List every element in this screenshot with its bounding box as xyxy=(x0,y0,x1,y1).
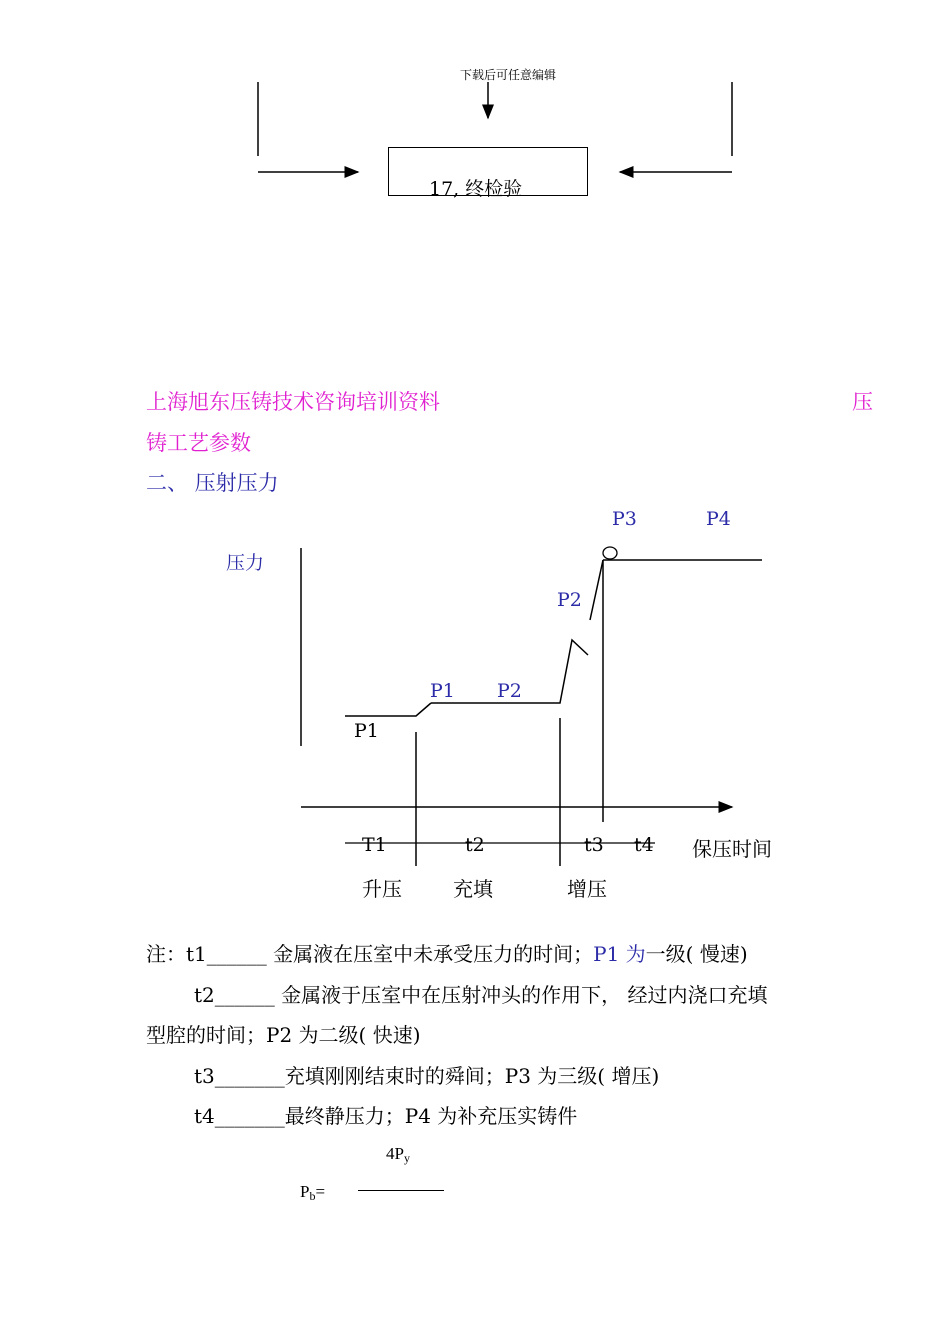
note-t1-label: t1______ xyxy=(186,942,267,966)
label-p1-low: P1 xyxy=(354,720,379,742)
pressure-rise-p2 xyxy=(590,560,603,620)
note-t4-label: t4_______ xyxy=(194,1104,285,1128)
label-p3: P3 xyxy=(612,508,637,530)
note-t4-text: 最终静压力；P4 为补充压实铸件 xyxy=(284,1104,578,1128)
phase-boost: 增压 xyxy=(567,877,607,901)
formula-lhs xyxy=(300,1182,325,1204)
company-name: 上海旭东压铸技术咨询培训资料 xyxy=(146,390,440,414)
formula-lhs-main: P xyxy=(300,1182,310,1201)
formula-numerator xyxy=(386,1144,410,1166)
time-label-t3: t3 xyxy=(584,834,604,856)
phase-rise: 升压 xyxy=(362,877,402,901)
note-t2-label: t2______ xyxy=(194,983,275,1007)
label-p2-upper: P2 xyxy=(557,589,582,611)
time-label-t4: t4 xyxy=(634,834,654,856)
peak-circle xyxy=(603,547,617,559)
note-t2-text: 金属液于压室中在压射冲头的作用下， 经过内浇口充填 xyxy=(274,983,768,1007)
time-label-T1: T1 xyxy=(362,834,387,856)
y-axis-label: 压力 xyxy=(226,552,265,574)
final-inspection-box xyxy=(388,147,588,200)
title-part2: 铸工艺参数 xyxy=(146,431,251,455)
note-prefix: 注： xyxy=(146,942,186,966)
label-p4: P4 xyxy=(706,508,731,530)
note-t3-label: t3_______ xyxy=(194,1064,285,1088)
section-heading: 二、 压射压力 xyxy=(146,471,279,495)
phase-fill: 充填 xyxy=(453,877,493,901)
note-t1-text: 金属液在压室中未承受压力的时间； xyxy=(266,942,594,966)
note-t2-continued: 型腔的时间；P2 为二级( 快速) xyxy=(146,1023,421,1047)
label-p1-high: P1 xyxy=(430,680,455,702)
formula-numerator-sub: y xyxy=(403,1151,410,1165)
pressure-curve-p1 xyxy=(345,703,431,716)
time-axis-label: 保压时间 xyxy=(692,837,772,861)
final-inspection-label: 17, 终检验 xyxy=(429,178,523,200)
note-t3-text: 充填刚刚结束时的舜间；P3 为三级( 增压) xyxy=(284,1064,660,1088)
time-label-t2: t2 xyxy=(465,834,485,856)
formula-lhs-sub: b xyxy=(309,1189,316,1203)
note-t3 xyxy=(194,1060,659,1089)
formula-numerator-main: 4P xyxy=(386,1144,404,1163)
top-note: 下载后可任意编辑 xyxy=(460,68,557,82)
note-t4 xyxy=(194,1100,577,1129)
note-t1 xyxy=(146,938,748,967)
label-p2-mid: P2 xyxy=(497,680,522,702)
note-t1-tail: 一级( 慢速) xyxy=(645,942,748,966)
formula-equals: = xyxy=(315,1182,326,1201)
note-t2 xyxy=(194,979,767,1008)
note-t1-blue: P1 为 xyxy=(593,942,646,966)
formula-fraction-bar xyxy=(358,1190,444,1191)
title-part1: 压 xyxy=(852,390,873,414)
